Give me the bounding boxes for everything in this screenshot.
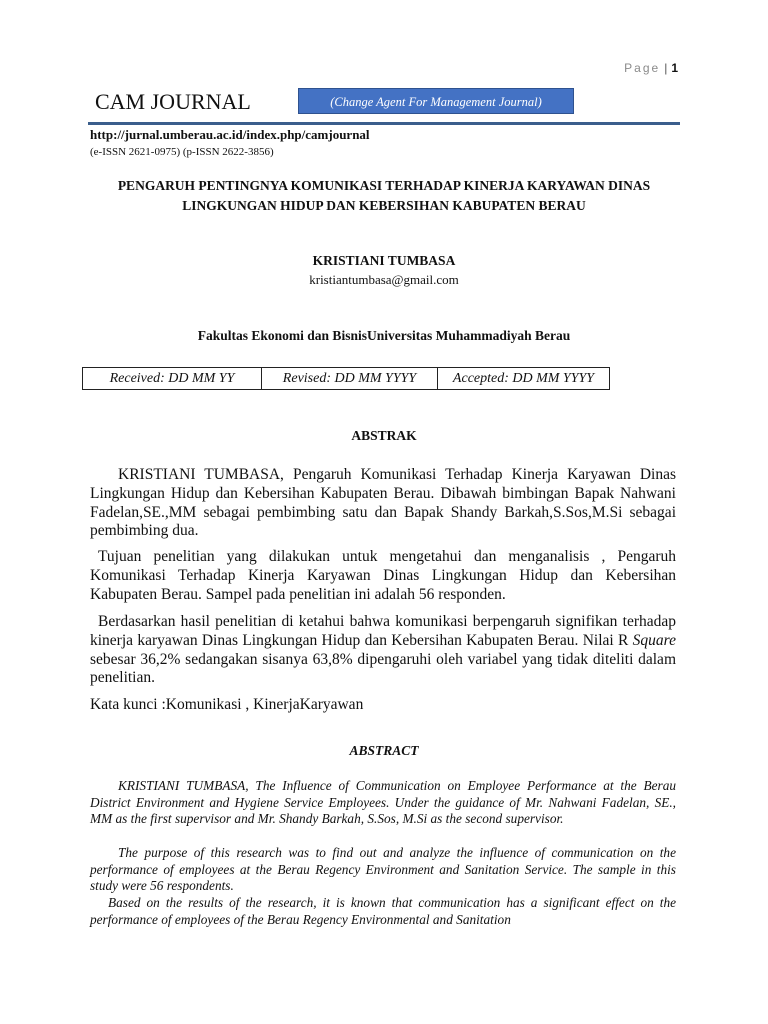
abstrak-paragraph-2: Tujuan penelitian yang dilakukan untuk mengetahui dan menganalisis , Pengaruh Komunikasi Terhadap Kinerja Karyawan Dinas Lingkungan Hidup dan Kebersihan Kabupaten Berau. Sampel pada penelitian ini adalah 56 responden. [90, 548, 676, 603]
abstract-paragraph-2: The purpose of this research was to find out and analyze the influence of communication on the performance of employees at the Berau Regency Environment and Sanitation Service. The sample in this study were 56 respondents. [90, 845, 676, 893]
author-affiliation: Fakultas Ekonomi dan BisnisUniversitas Muhammadiyah Berau [197, 328, 571, 343]
journal-subtitle-box: (Change Agent For Management Journal) [298, 88, 574, 114]
revised-date: Revised: DD MM YYYY [262, 368, 438, 389]
abstract-paragraph-1: KRISTIANI TUMBASA, The Influence of Communication on Employee Performance at the Berau District Environment and Hygiene Service Employees. Under the guidance of Mr. Nahwani Fadelan, SE., MM as the first supervisor and Mr. Shandy Barkah, S.Sos, M.Si as the second supervisor. [90, 778, 676, 826]
author-name: KRISTIANI TUMBASA [312, 253, 456, 268]
abstrak-heading: ABSTRAK [351, 428, 417, 443]
abstract-heading: ABSTRACT [349, 743, 419, 758]
square-italic: Square [632, 631, 676, 649]
journal-url[interactable]: http://jurnal.umberau.ac.id/index.php/camjournal [90, 127, 370, 142]
page-number [624, 61, 678, 75]
article-title: PENGARUH PENTINGNYA KOMUNIKASI TERHADAP KINERJA KARYAWAN DINAS LINGKUNGAN HIDUP DAN KEBERSIHAN KABUPATEN BERAU [117, 178, 651, 213]
abstrak-paragraph-3: Berdasarkan hasil penelitian di ketahui bahwa komunikasi berpengaruh signifikan terhadap kinerja karyawan Dinas Lingkungan Hidup dan Kebersihan Kabupaten Berau. Nilai R Square sebesar 36,2% sedangakan sisanya 63,8% dipengaruhi oleh variabel yang tidak diteliti dalam penelitian. [90, 613, 676, 687]
page-separator: | [664, 61, 668, 75]
journal-name: CAM JOURNAL [95, 89, 251, 114]
journal-issn: (e-ISSN 2621-0975) (p-ISSN 2622-3856) [90, 146, 274, 158]
accepted-date: Accepted: DD MM YYYY [452, 371, 595, 386]
author-email[interactable]: kristiantumbasa@gmail.com [309, 272, 459, 287]
keywords: Kata kunci :Komunikasi , KinerjaKaryawan [90, 696, 364, 713]
dates-table [82, 367, 610, 390]
header-rule [88, 122, 680, 125]
page-value: 1 [671, 61, 678, 75]
received-date: Received: DD MM YY [83, 368, 262, 389]
abstrak-paragraph-1: KRISTIANI TUMBASA, Pengaruh Komunikasi Terhadap Kinerja Karyawan Dinas Lingkungan Hidup dan Kebersihan Kabupaten Berau. Dibawah bimbingan Bapak Nahwani Fadelan,SE.,MM sebagai pembimbing satu dan Bapak Shandy Barkah,S.Sos,M.Si sebagai pembimbing dua. [90, 466, 676, 540]
page-label: Page [624, 61, 661, 75]
abstract-paragraph-3: Based on the results of the research, it is known that communication has a significant effect on the performance of employees of the Berau Regency Environmental and Sanitation [90, 895, 676, 927]
